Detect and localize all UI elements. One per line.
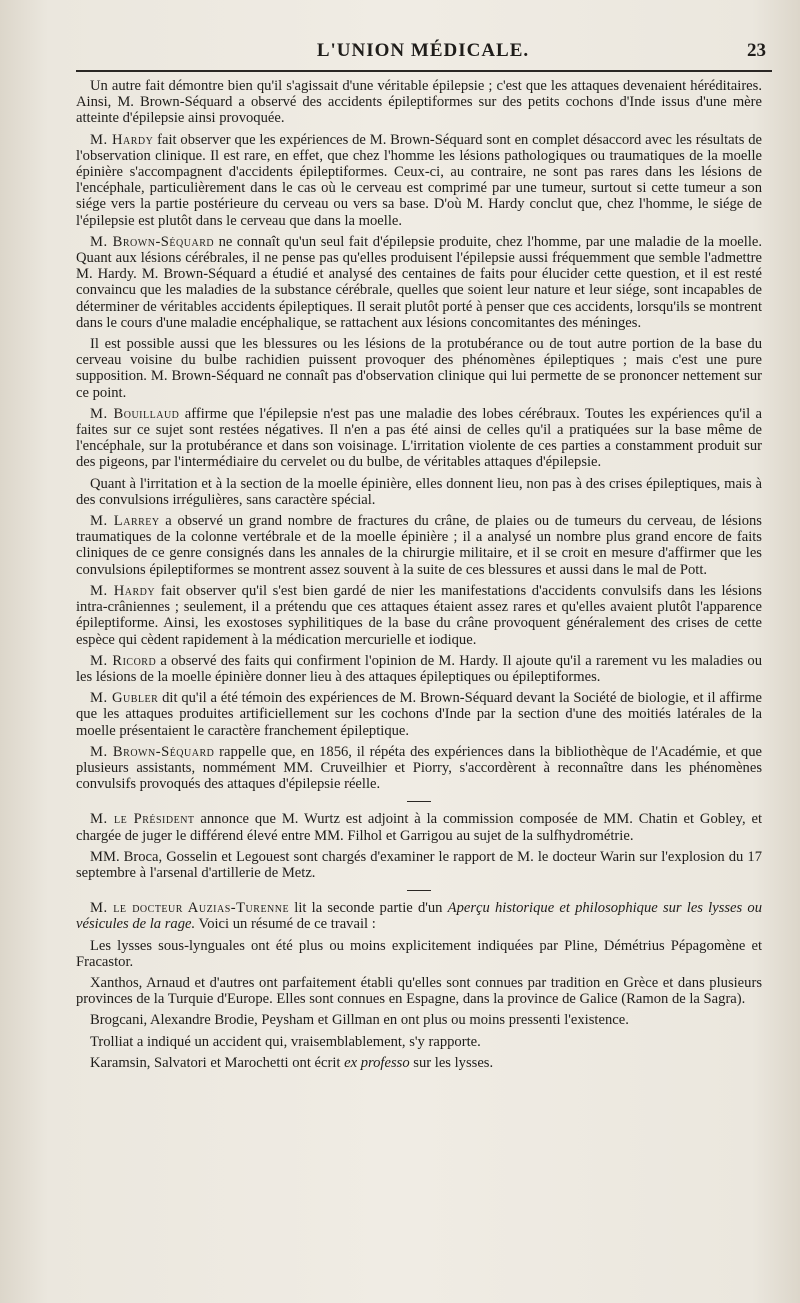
running-title: L'UNION MÉDICALE. xyxy=(316,40,530,61)
paragraph: M. Brown-Séquard rappelle que, en 1856, il répéta des expériences dans la bibliothèque de l'Académie, et que plusieurs assistants, nommément MM. Cruveilhier et Piorry, s'accordèrent à reconnaître dans les phénomènes convulsifs provoqués des attaques d'épilepsie réelle. xyxy=(76,743,763,793)
paragraph: Quant à l'irritation et à la section de la moelle épinière, elles donnent lieu, non pas à des crises épileptiques, mais à des convulsions irrégulières, sans caractère spécial. xyxy=(76,475,762,508)
paragraph: M. le Président annonce que M. Wurtz est adjoint à la commission composée de MM. Chatin et Gobley, et chargée de juger le différend élevé entre MM. Filhol et Garrigou au sujet de la sulfhydrométrie. xyxy=(76,811,762,844)
speaker-name: M. le docteur Auzias-Turenne xyxy=(90,900,290,917)
paragraph: Karamsin, Salvatori et Marochetti ont écrit ex professo sur les lysses. xyxy=(90,1054,494,1071)
paragraph: M. Ricord a observé des faits qui confirment l'opinion de M. Hardy. Il ajoute qu'il a rarement vu les maladies ou les lésions de la moelle épinière donner lieu à des attaques épileptiques ou épileptiformes. xyxy=(76,652,762,685)
paragraph: M. Gubler dit qu'il a été témoin des expériences de M. Brown-Séquard devant la Société de biologie, et il affirme que les attaques produites artificiellement sur les cochons d'Inde par la section d'une des moitiés latérales de la moelle présentaient le caractère franchement épileptique. xyxy=(76,690,762,739)
section-separator xyxy=(407,801,431,802)
paragraph: M. Hardy fait observer qu'il s'est bien gardé de nier les manifestations d'accidents convulsifs dans les lésions intra-crâniennes ; seulement, il a prétendu que ces attaques étaient assez rares et qu'elles avaient plutôt l'apparence épileptiforme. Ainsi, les exostoses syphilitiques de la base du crâne provoquent généralement des crises de cette espèce qui cèdent rapidement à la médication mercurielle et iodique. xyxy=(76,582,762,648)
latin-phrase: ex professo xyxy=(344,1054,410,1071)
article-body xyxy=(76,78,762,1076)
work-title: Aperçu historique et philosophique sur les lysses ou vésicules de la rage. xyxy=(76,900,762,933)
paragraph: MM. Broca, Gosselin et Legouest sont chargés d'examiner le rapport de M. le docteur Warin sur l'explosion du 17 septembre à l'arsenal d'artillerie de Metz. xyxy=(76,848,762,881)
speaker-name: M. Hardy xyxy=(90,131,154,148)
paragraph: Trolliat a indiqué un accident qui, vraisemblablement, s'y rapporte. xyxy=(90,1033,481,1050)
page-header xyxy=(76,40,770,66)
paragraph: M. le docteur Auzias-Turenne lit la seconde partie d'un Aperçu historique et philosophique sur les lysses ou vésicules de la rage. Voici un résumé de ce travail : xyxy=(76,900,762,933)
header-rule xyxy=(76,70,772,72)
paragraph: M. Hardy fait observer que les expériences de M. Brown-Séquard sont en complet désaccord avec les résultats de l'observation clinique. Il est rare, en effet, que chez l'homme les lésions pathologiques ou traumatiques de la moelle épinière s'accompagnent d'accidents épileptiformes. Ceux-ci, au contraire, ne sont pas rares dans les lésions de l'encéphale, particulièrement dans le cas où le cerveau est comprimé par une tumeur, surtout si cette tumeur a son siége vers la partie postérieure du cerveau ou vers sa base. D'où M. Hardy conclut que, chez l'homme, le siége de l'épilepsie est plutôt dans le cerveau que dans la moelle. xyxy=(76,131,762,229)
paragraph: Un autre fait démontre bien qu'il s'agissait d'une véritable épilepsie ; c'est que les attaques devenaient héréditaires. Ainsi, M. Brown-Séquard a observé des accidents épileptiformes sur des petits cochons d'Inde issus d'une mère atteinte d'épilepsie ainsi provoquée. xyxy=(76,78,762,127)
speaker-name: M. Brown-Séquard xyxy=(90,233,215,250)
speaker-name: M. Larrey xyxy=(90,513,160,530)
paragraph: M. Brown-Séquard ne connaît qu'un seul fait d'épilepsie produite, chez l'homme, par une maladie de la moelle. Quant aux lésions cérébrales, il ne pense pas qu'elles produisent l'épilepsie aussi fréquemment que semble l'admettre M. Hardy. M. Brown-Séquard a étudié et analysé des centaines de faits pour élucider cette question, et il est resté convaincu que les maladies de la substance cérébrale, quelles que soient leur nature et leur siége, sont incapables de déterminer de véritables accidents épileptiques. Il serait plutôt porté à penser que ces accidents, lorsqu'ils se montrent dans le cours d'une maladie encéphalique, se rattachent aux lésions concomitantes des méninges. xyxy=(76,233,763,331)
paragraph: M. Bouillaud affirme que l'épilepsie n'est pas une maladie des lobes cérébraux. Toutes les expériences qu'il a faites sur ce sujet sont restées négatives. Il n'en a pas été ainsi de celles qu'il a pratiquées sur la base même de l'encéphale, sur la protubérance et dans son voisinage. L'irritation violente de ces parties a constamment produit sur des pigeons, par l'intermédiaire du cervelet ou du bulbe, de véritables attaques d'épilepsie. xyxy=(76,405,762,471)
paragraph: M. Larrey a observé un grand nombre de fractures du crâne, de plaies ou de tumeurs du cerveau, de lésions traumatiques de la colonne vertébrale et de la moelle épinière ; il a analysé un nombre plus grand encore de faits cliniques de ce genre consignés dans les annales de la chirurgie militaire, et il se croit en mesure d'affirmer que les convulsions épileptiformes se montrent assez souvent à la suite de ces blessures et aussi dans le mal de Pott. xyxy=(76,513,762,578)
speaker-name: M. Bouillaud xyxy=(90,405,180,422)
paragraph: Les lysses sous-lynguales ont été plus ou moins explicitement indiquées par Pline, Démétrius Pépagomène et Fracastor. xyxy=(76,937,762,970)
speaker-name: M. le Président xyxy=(90,811,195,828)
page-number: 23 xyxy=(747,40,766,61)
speaker-name: M. Hardy xyxy=(90,582,156,599)
speaker-name: M. Ricord xyxy=(90,652,157,669)
paragraph: Xanthos, Arnaud et d'autres ont parfaitement établi qu'elles sont connues par tradition en Grèce et dans plusieurs provinces de la Turquie d'Europe. Elles sont connues en Espagne, dans la province de Galice (Ramon de la Sagra). xyxy=(76,974,762,1008)
section-separator xyxy=(407,890,431,891)
paragraph: Il est possible aussi que les blessures ou les lésions de la protubérance ou de tout autre portion de la base du cerveau voisine du bulbe rachidien puissent provoquer des phénomènes épileptiques ; mais c'est une pure supposition. M. Brown-Séquard ne connaît pas d'observation clinique qui lui permette de se prononcer nettement sur ce point. xyxy=(76,336,762,401)
speaker-name: M. Gubler xyxy=(90,690,159,707)
speaker-name: M. Brown-Séquard xyxy=(90,743,215,760)
paragraph: Brogcani, Alexandre Brodie, Peysham et Gillman en ont plus ou moins pressenti l'existence. xyxy=(90,1012,629,1029)
